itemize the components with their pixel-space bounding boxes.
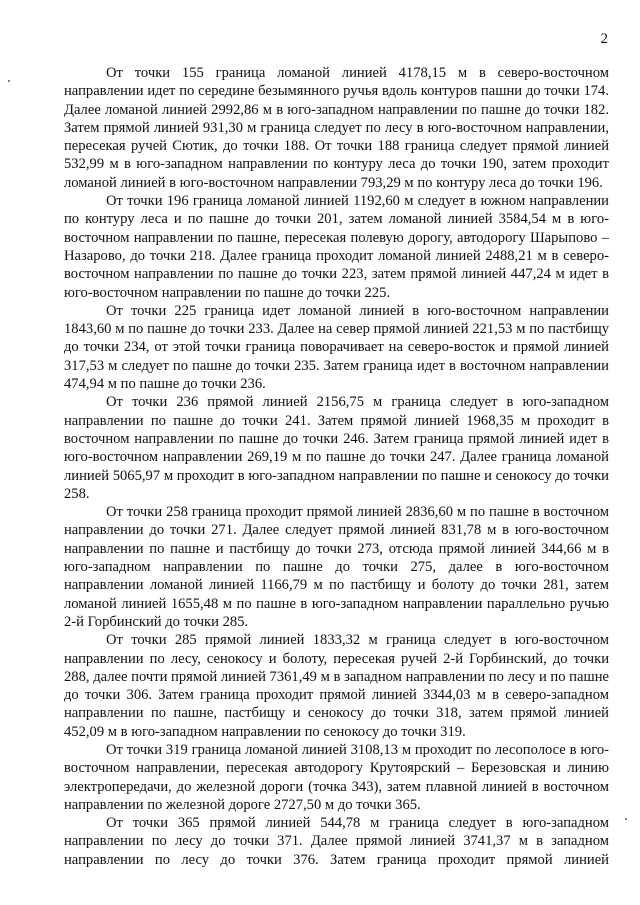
margin-dot xyxy=(8,80,10,82)
paragraph: От точки 319 граница ломаной линией 3108,13 м проходит по лесополосе в юго-восточном направлении, пересекая автодорогу Крутоярский – Березовская и линию электропередачи, до железной дороги (точка 343), затем плавной линией в восточном направлении по железной дороге 2727,50 м до точки 365. xyxy=(64,741,609,813)
page-number: 2 xyxy=(600,31,608,47)
document-body xyxy=(64,64,609,869)
paragraph: От точки 365 прямой линией 544,78 м граница следует в юго-западном направлении по лесу до точки 371. Далее прямой линией 3741,37 м в западном направлении по лесу до точки 376. Затем граница проходит прямой линией xyxy=(64,815,609,868)
paragraph: От точки 225 граница идет ломаной линией в юго-восточном направлении 1843,60 м по пашне до точки 233. Далее на север прямой линией 221,53 м по пастбищу до точки 234, от этой точки граница поворачивает на северо-восток и прямой линией 317,53 м следует по пашне до точки 235. Затем граница идет в восточном направлении 474,94 м по пашне до точки 236. xyxy=(64,302,609,393)
paragraph: От точки 196 граница ломаной линией 1192,60 м следует в южном направлении по контуру леса и по пашне до точки 201, затем ломаной линией 3584,54 м в юго-восточном направлении по пашне, пересекая полевую дорогу, автодорогу Шарыпово – Назарово, до точки 218. Далее граница проходит ломаной линией 2488,21 м в северо-восточном направлении по пашне до точки 223, затем прямой линией 447,24 м идет в юго-восточном направлении по пашне до точки 225. xyxy=(64,193,609,301)
paragraph: От точки 258 граница проходит прямой линией 2836,60 м по пашне в восточном направлении до точки 271. Далее следует прямой линией 831,78 м в юго-восточном направлении по пашне и пастбищу до точки 273, отсюда прямой линией 344,66 м в юго-западном направлении по пашне до точки 275, далее в юго-восточном направлении ломаной линией 1166,79 м по пастбищу и болоту до точки 281, затем ломаной линией 1655,48 м по пашне в юго-западном направлении параллельно ручью 2-й Горбинский до точки 285. xyxy=(64,504,609,630)
paragraph: От точки 236 прямой линией 2156,75 м граница следует в юго-западном направлении по пашне до точки 241. Затем прямой линией 1968,35 м проходит в восточном направлении по пашне до точки 246. Затем граница прямой линией идет в юго-восточном направлении 269,19 м по пашне до точки 247. Далее граница ломаной линией 5065,97 м проходит в юго-западном направлении по пашне и сенокосу до точки 258. xyxy=(64,394,609,502)
paragraph: От точки 285 прямой линией 1833,32 м граница следует в юго-восточном направлении по лесу, сенокосу и болоту, пересекая ручей 2-й Горбинский, до точки 288, далее почти прямой линией 7361,49 м в западном направлении по лесу и по пашне до точки 306. Затем граница проходит прямой линией 3344,03 м в северо-западном направлении по пашне, пастбищу и сенокосу до точки 318, затем прямой линией 452,09 м в юго-западном направлении по сенокосу до точки 319. xyxy=(64,632,609,740)
margin-dot xyxy=(625,818,627,820)
paragraph: От точки 155 граница ломаной линией 4178,15 м в северо-восточном направлении идет по середине безымянного ручья вдоль контуров пашни до точки 174. Далее ломаной линией 2992,86 м в юго-западном направлении по пашне до точки 182. Затем прямой линией 931,30 м граница следует по лесу в юго-восточном направлении, пересекая ручей Сютик, до точки 188. От точки 188 граница следует прямой линией 532,99 м в юго-западном направлении по контуру леса до точки 190, затем проходит ломаной линией в юго-восточном направлении 793,29 м по контуру леса до точки 196. xyxy=(64,65,609,191)
